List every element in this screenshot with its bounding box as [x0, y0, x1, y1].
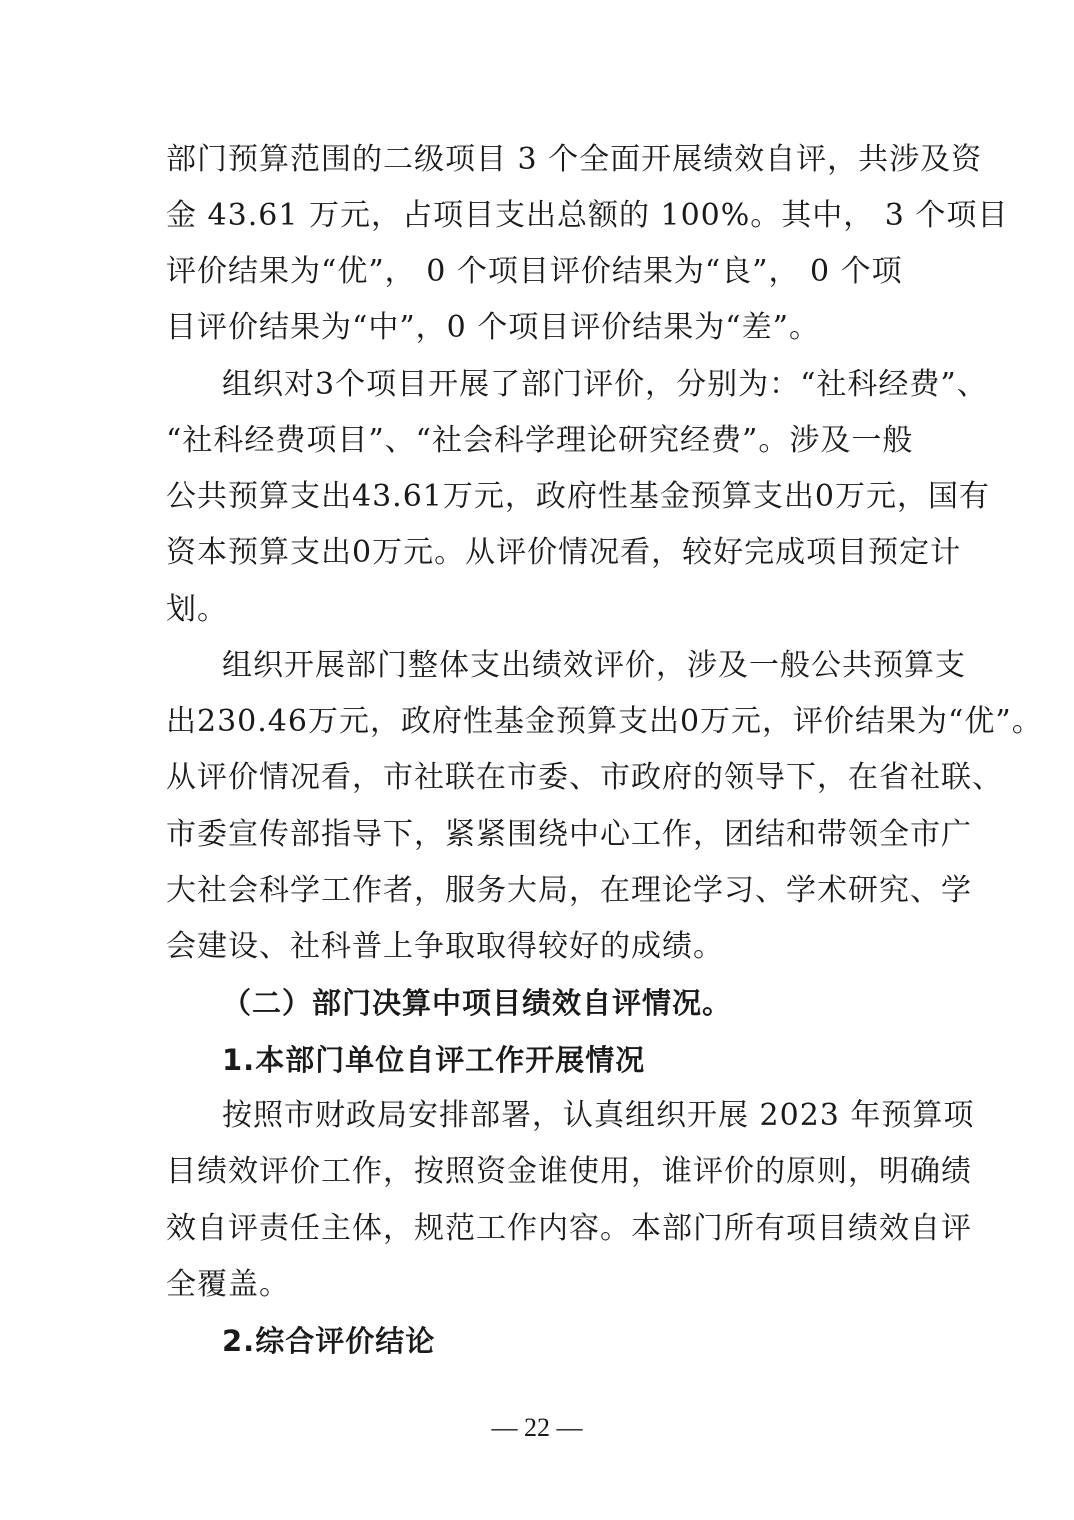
text-line-6: “社科经费项目”、“社会科学理论研究经费”。涉及一般: [166, 423, 914, 458]
text-line-13: 市委宣传部指导下，紧紧围绕中心工作，团结和带领全市广: [166, 817, 972, 852]
subsection-heading-1: 1.本部门单位自评工作开展情况: [222, 1043, 646, 1077]
text-line-19: 目绩效评价工作，按照资金谁使用，谁评价的原则，明确绩: [166, 1154, 972, 1189]
text-line-1: 部门预算范围的二级项目 3 个全面开展绩效自评，共涉及资: [166, 142, 983, 177]
text-line-11: 出230.46万元，政府性基金预算支出0万元，评价结果为“优”。: [166, 704, 1043, 739]
text-line-3: 评价结果为“优”， 0 个项目评价结果为“良”， 0 个项: [166, 254, 903, 289]
subsection-heading-2: 2.综合评价结论: [222, 1324, 436, 1358]
text-line-21: 全覆盖。: [166, 1267, 290, 1302]
text-line-9: 划。: [166, 592, 228, 627]
text-line-7: 公共预算支出43.61万元，政府性基金预算支出0万元，国有: [166, 479, 990, 514]
text-line-14: 大社会科学工作者，服务大局，在理论学习、学术研究、学: [166, 873, 972, 908]
text-line-5: 组织对3个项目开展了部门评价，分别为：“社科经费”、: [222, 367, 988, 402]
text-line-10: 组织开展部门整体支出绩效评价，涉及一般公共预算支: [222, 648, 966, 683]
section-heading: （二）部门决算中项目绩效自评情况。: [222, 986, 733, 1020]
text-line-8: 资本预算支出0万元。从评价情况看，较好完成项目预定计: [166, 535, 962, 570]
page-number: — 22 —: [491, 1413, 583, 1442]
text-line-18: 按照市财政局安排部署，认真组织开展 2023 年预算项: [222, 1098, 975, 1133]
text-line-15: 会建设、社科普上争取取得较好的成绩。: [166, 929, 724, 964]
text-line-2: 金 43.61 万元，占项目支出总额的 100%。其中， 3 个项目: [166, 198, 1009, 233]
text-line-12: 从评价情况看，市社联在市委、市政府的领导下，在省社联、: [166, 760, 1003, 795]
text-line-4: 目评价结果为“中”，0 个项目评价结果为“差”。: [166, 310, 820, 345]
text-line-20: 效自评责任主体，规范工作内容。本部门所有项目绩效自评: [166, 1211, 972, 1246]
